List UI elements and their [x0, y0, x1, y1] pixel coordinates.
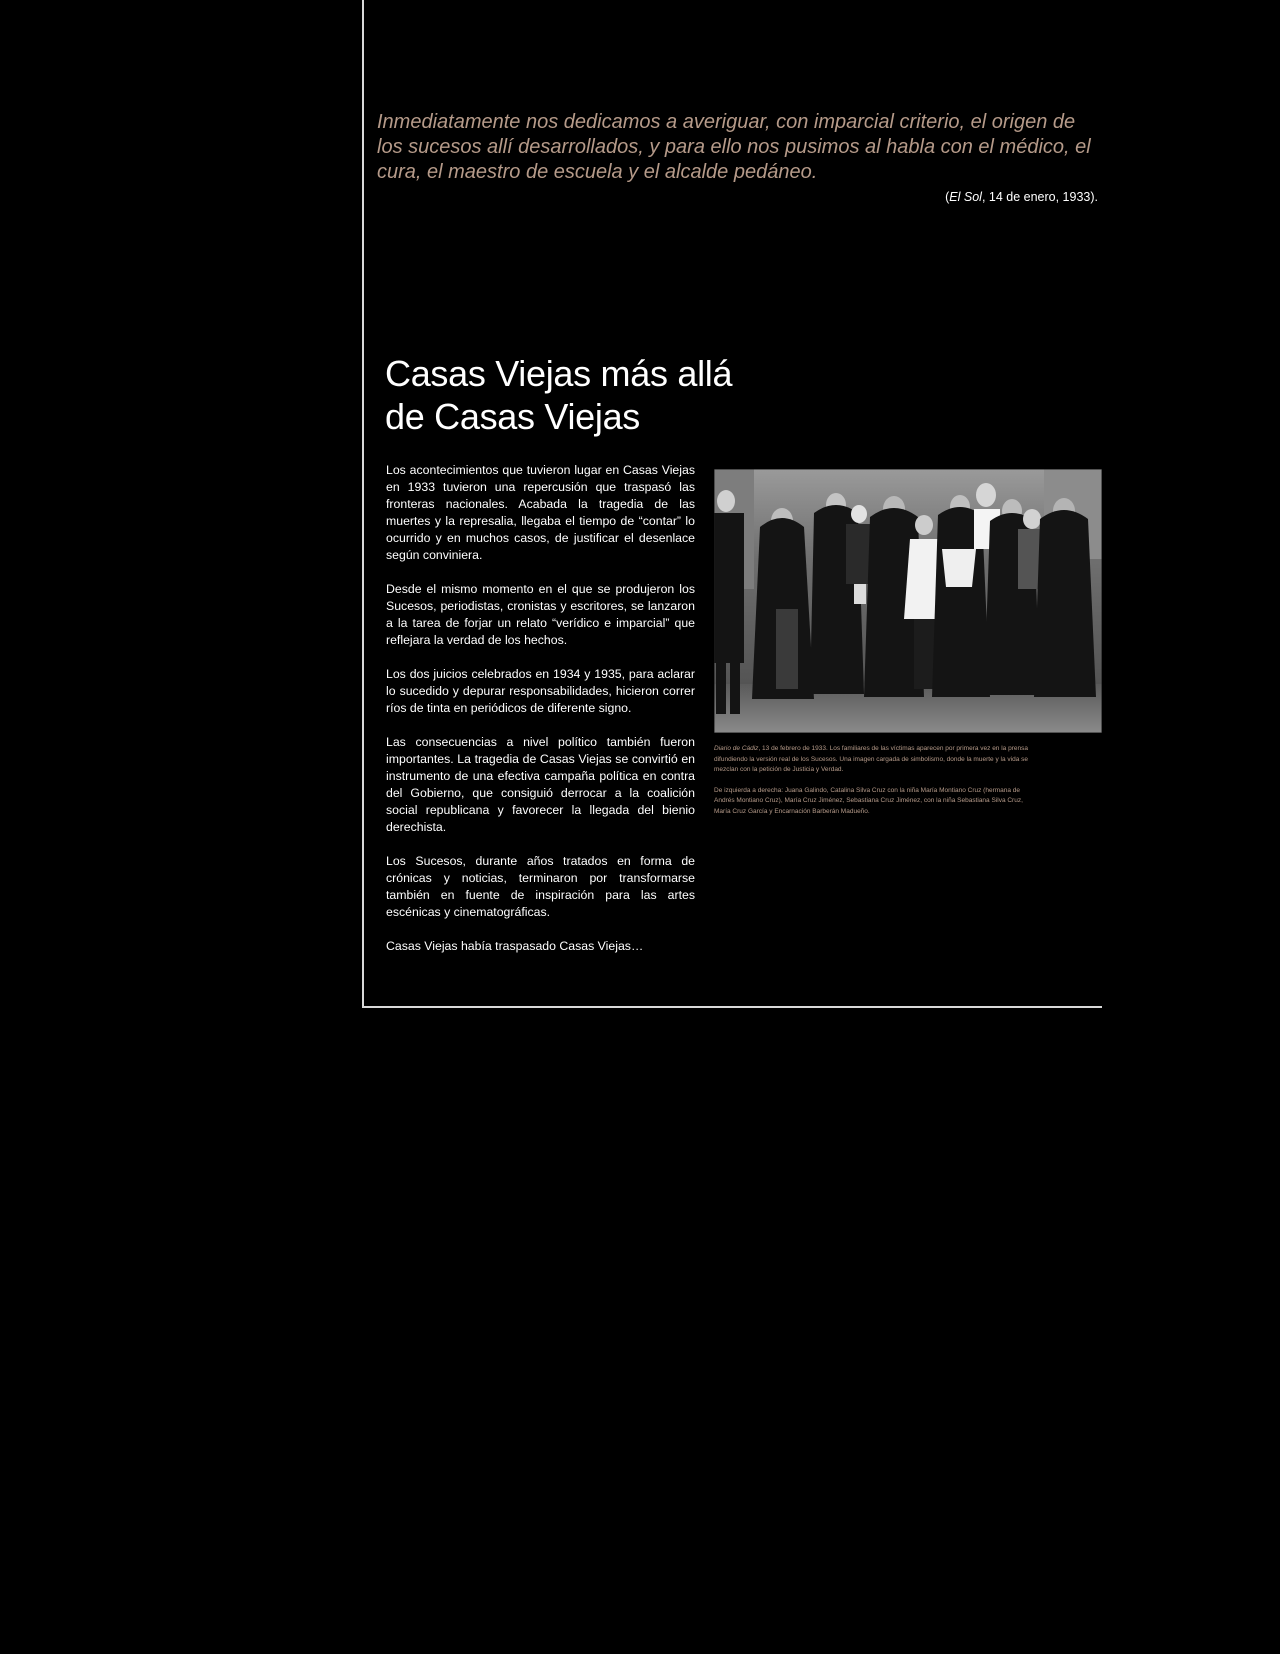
body-paragraph: Las consecuencias a nivel político también fueron importantes. La tragedia de Casas Viejas se convirtió en instrumento de una efectiva campaña política en contra del Gobierno, que consiguió derrocar a la coalición social republicana y favorecer la llegada del bienio derechista. — [386, 735, 695, 834]
pull-quote: Inmediatamente nos dedicamos a averiguar, con imparcial criterio, el origen de los sucesos allí desarrollados, y para ello nos pusimos al habla con el médico, el cura, el maestro de escuela y el alcalde pedáneo. — [377, 111, 1091, 183]
caption-source: Diario de Cádiz — [714, 745, 759, 752]
quote-citation — [945, 190, 1098, 204]
body-paragraph: Los dos juicios celebrados en 1934 y 1935, para aclarar lo sucedido y depurar responsabilidades, hicieron correr ríos de tinta en periódicos de diferente signo. — [386, 667, 695, 715]
photo-caption-paragraph-2: De izquierda a derecha: Juana Galindo, Catalina Silva Cruz con la niña María Montiano Cruz (hermana de Andrés Montiano Cruz), María Cruz Jiménez, Sebastiana Cruz Jiménez, con la niña Sebastiana Silva Cruz, María Cruz García y Encarnación Barberán Madueño. — [714, 786, 1023, 815]
frame-left-rule — [362, 0, 364, 1008]
photo-caption-paragraph-1 — [714, 744, 1034, 776]
caption-description: , 13 de febrero de 1933. Los familiares de las víctimas aparecen por primera vez en la prensa difundiendo la versión real de los Sucesos. Una imagen cargada de simbolismo, donde la muerte y la vida se mezclan con la petición de Justicia y Verdad. — [714, 745, 1028, 773]
body-paragraph: Desde el mismo momento en el que se produjeron los Sucesos, periodistas, cronistas y escritores, se lanzaron a la tarea de forjar un relato “verídico e imparcial” que reflejara la verdad de los hechos. — [386, 582, 695, 647]
body-paragraph: Los Sucesos, durante años tratados en forma de crónicas y noticias, terminaron por transformarse también en fuente de inspiración para las artes escénicas y cinematográficas. — [386, 854, 695, 919]
photo-caption — [714, 744, 1034, 827]
section-title-line-1: Casas Viejas más allá — [385, 353, 733, 394]
body-paragraph: Los acontecimientos que tuvieron lugar en Casas Viejas en 1933 tuvieron una repercusión que traspasó las fronteras nacionales. Acabada la tragedia de las muertes y la represalia, llegaba el tiempo de “contar” lo ocurrido y en muchos casos, de justificar el desenlace según conviniera. — [386, 463, 695, 562]
historical-photo — [714, 469, 1102, 733]
citation-source: El Sol — [949, 190, 982, 204]
photo-illustration — [714, 469, 1102, 733]
citation-date: , 14 de enero, 1933). — [981, 190, 1098, 204]
body-paragraph-closing: Casas Viejas había traspasado Casas Viejas… — [386, 939, 644, 953]
section-title-line-2: de Casas Viejas — [385, 396, 640, 437]
citation-open: ( — [945, 190, 950, 204]
frame-bottom-rule — [362, 1006, 1102, 1008]
body-text — [386, 462, 695, 972]
section-title — [385, 352, 805, 438]
